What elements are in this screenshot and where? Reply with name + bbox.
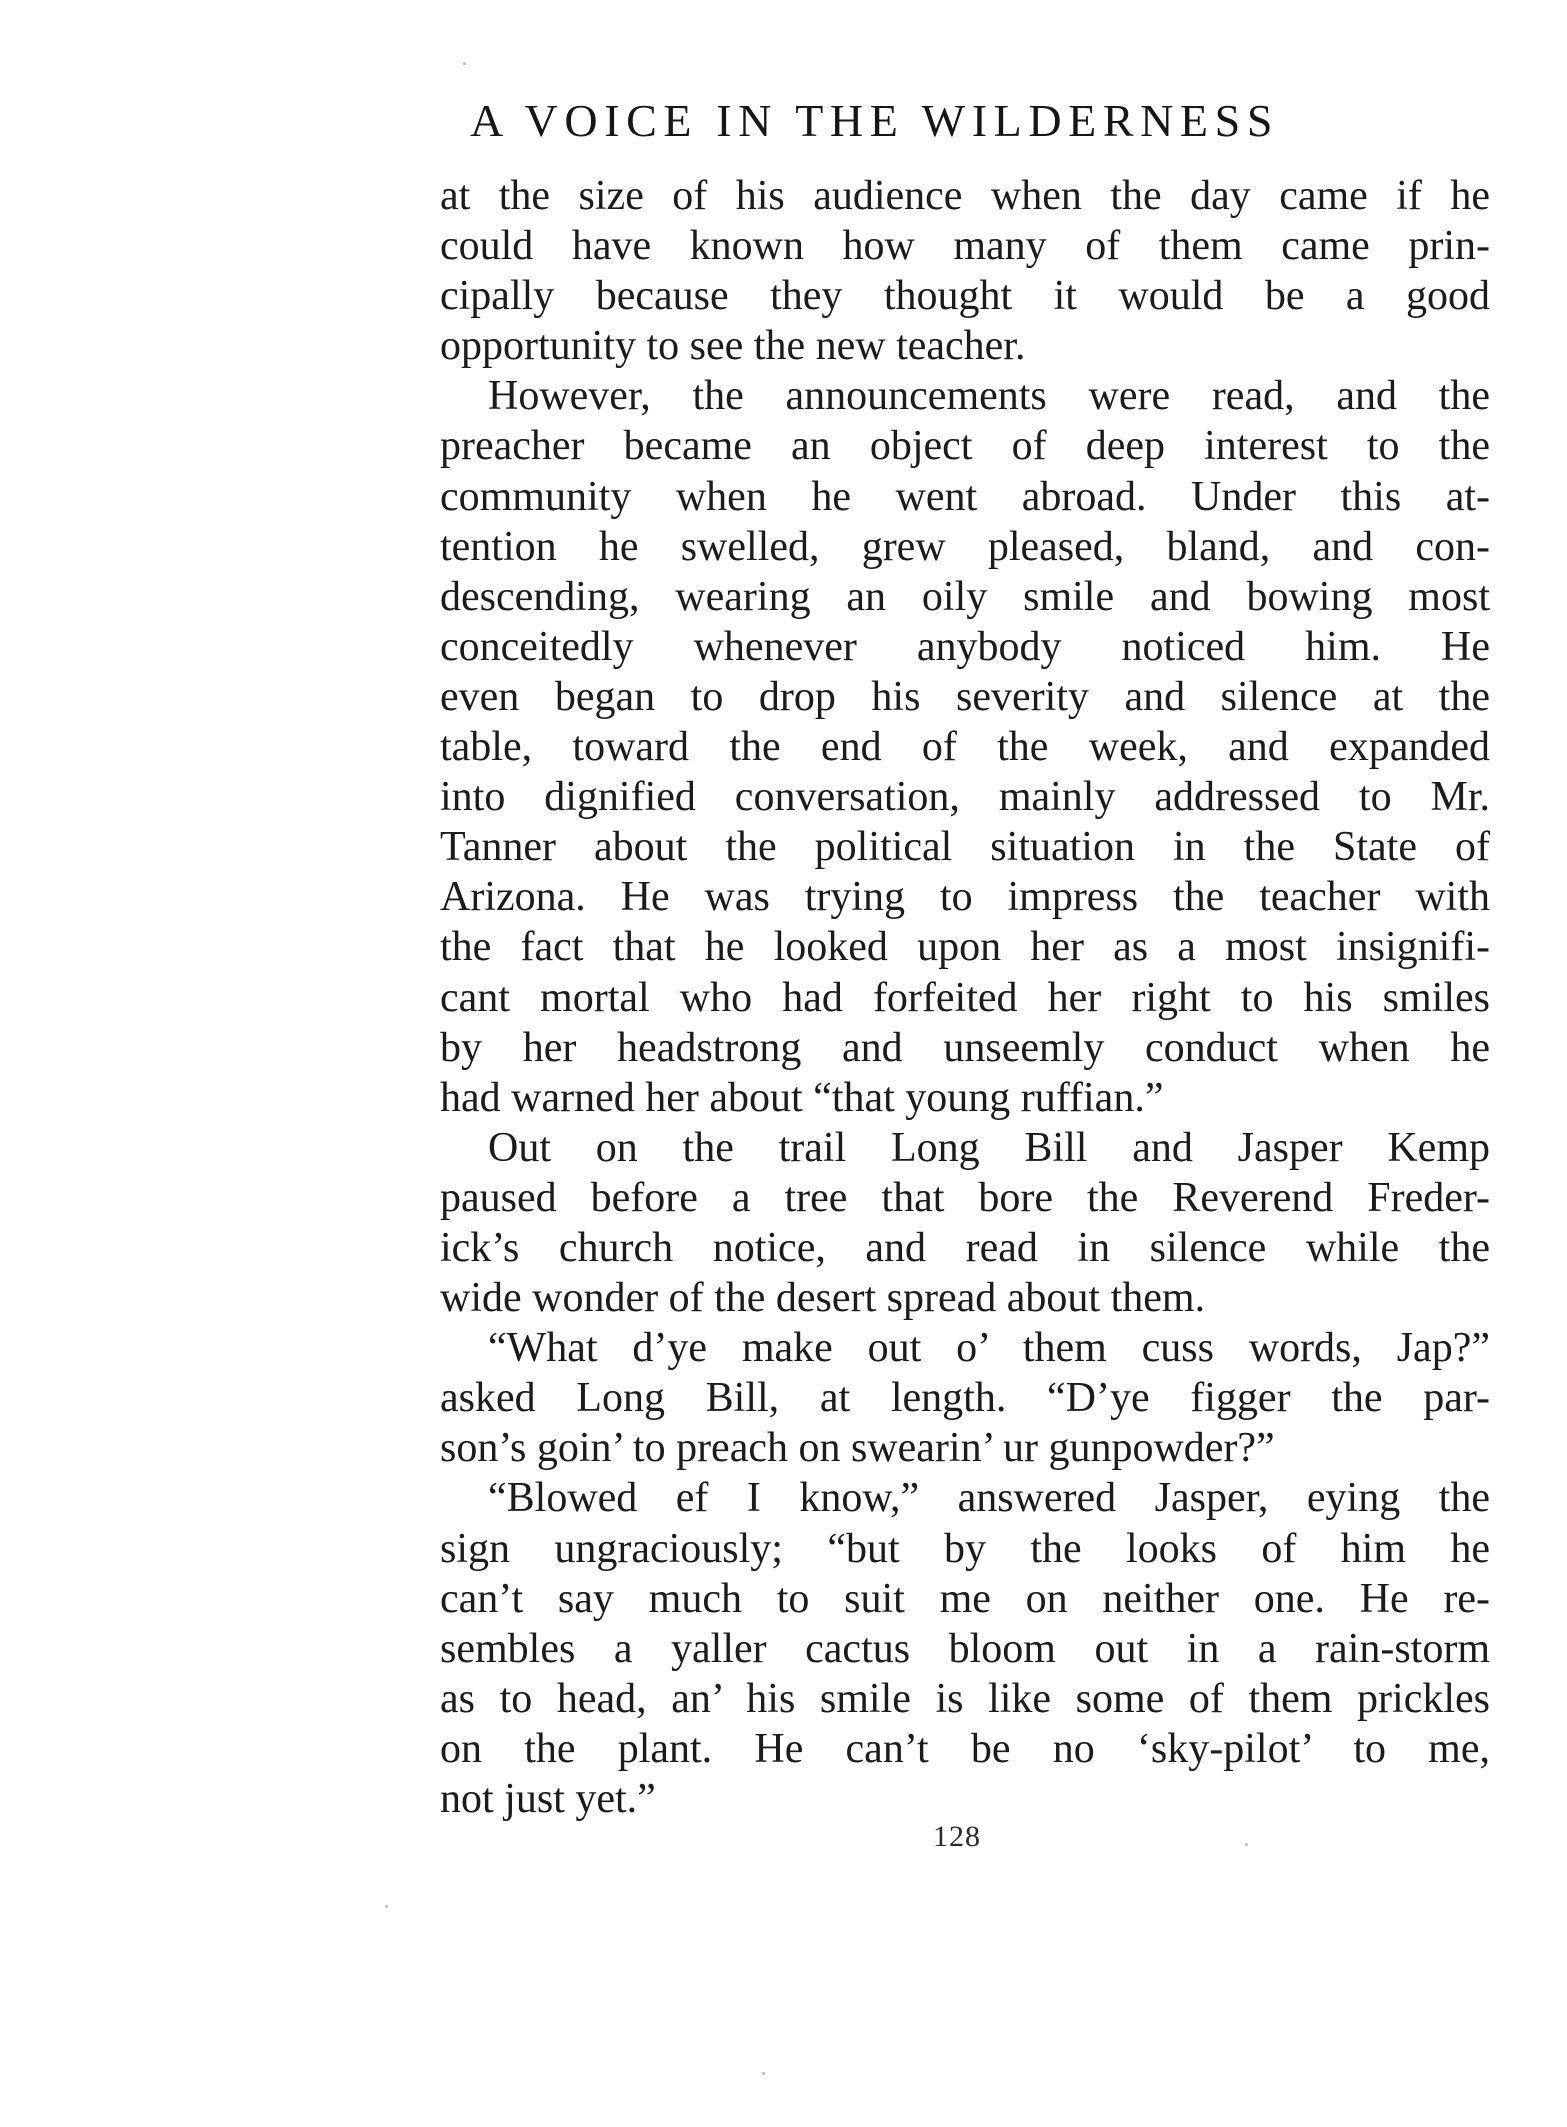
- text-line: However, the announcements were read, and the: [488, 373, 1490, 420]
- paragraph: [440, 371, 1490, 1122]
- text-line: ick’s church notice, and read in silence while the: [440, 1224, 1490, 1271]
- text-line: table, toward the end of the week, and expanded: [440, 724, 1490, 771]
- text-line: the fact that he looked upon her as a most insignifi-: [440, 924, 1490, 971]
- text-line: cant mortal who had forfeited her right to his smiles: [440, 974, 1490, 1021]
- scan-speck: [1245, 1843, 1248, 1846]
- paragraph: [440, 1473, 1490, 1824]
- text-line: as to head, an’ his smile is like some of them prickles: [440, 1675, 1490, 1722]
- text-line: Out on the trail Long Bill and Jasper Kemp: [488, 1124, 1490, 1171]
- text-line: into dignified conversation, mainly addressed to Mr.: [440, 774, 1490, 821]
- paragraph: [440, 1323, 1490, 1473]
- text-line: asked Long Bill, at length. “D’ye figger the par-: [440, 1375, 1490, 1422]
- scan-speck: [463, 62, 466, 65]
- text-line: “What d’ye make out o’ them cuss words, Jap?”: [488, 1325, 1490, 1372]
- text-line: wide wonder of the desert spread about them.: [440, 1275, 1206, 1322]
- text-line: can’t say much to suit me on neither one. He re-: [440, 1575, 1490, 1622]
- text-line: paused before a tree that bore the Reverend Freder-: [440, 1174, 1490, 1221]
- text-line: tention he swelled, grew pleased, bland, and con-: [440, 523, 1490, 570]
- text-line: conceitedly whenever anybody noticed him. He: [440, 623, 1490, 670]
- body-text: [440, 171, 1490, 1824]
- text-line: descending, wearing an oily smile and bowing most: [440, 573, 1490, 620]
- text-line: at the size of his audience when the day came if he: [440, 173, 1490, 219]
- scan-speck: [385, 1905, 388, 1908]
- text-line: son’s goin’ to preach on swearin’ ur gunpowder?”: [440, 1425, 1275, 1472]
- running-head: A VOICE IN THE WILDERNESS: [470, 95, 1279, 146]
- text-line: on the plant. He can’t be no ‘sky-pilot’ to me,: [440, 1725, 1490, 1772]
- paragraph: [440, 1123, 1490, 1323]
- scan-speck: [762, 2072, 765, 2075]
- text-line: Arizona. He was trying to impress the teacher with: [440, 874, 1490, 921]
- text-line: had warned her about “that young ruffian.”: [440, 1074, 1164, 1121]
- text-line: community when he went abroad. Under this at-: [440, 473, 1490, 520]
- text-line: even began to drop his severity and silence at the: [440, 673, 1490, 720]
- text-line: “Blowed ef I know,” answered Jasper, eying the: [488, 1475, 1490, 1522]
- text-line: preacher became an object of deep interest to the: [440, 423, 1490, 470]
- text-line: cipally because they thought it would be a good: [440, 273, 1490, 320]
- text-line: sembles a yaller cactus bloom out in a rain-storm: [440, 1625, 1490, 1672]
- text-line: sign ungraciously; “but by the looks of him he: [440, 1525, 1490, 1572]
- text-line: not just yet.”: [440, 1776, 656, 1822]
- text-line: by her headstrong and unseemly conduct when he: [440, 1024, 1490, 1071]
- text-line: opportunity to see the new teacher.: [440, 323, 1026, 370]
- text-line: could have known how many of them came prin-: [440, 223, 1490, 270]
- page-number: 128: [933, 1820, 981, 1853]
- paragraph: [440, 171, 1490, 371]
- text-line: Tanner about the political situation in the State of: [440, 824, 1490, 871]
